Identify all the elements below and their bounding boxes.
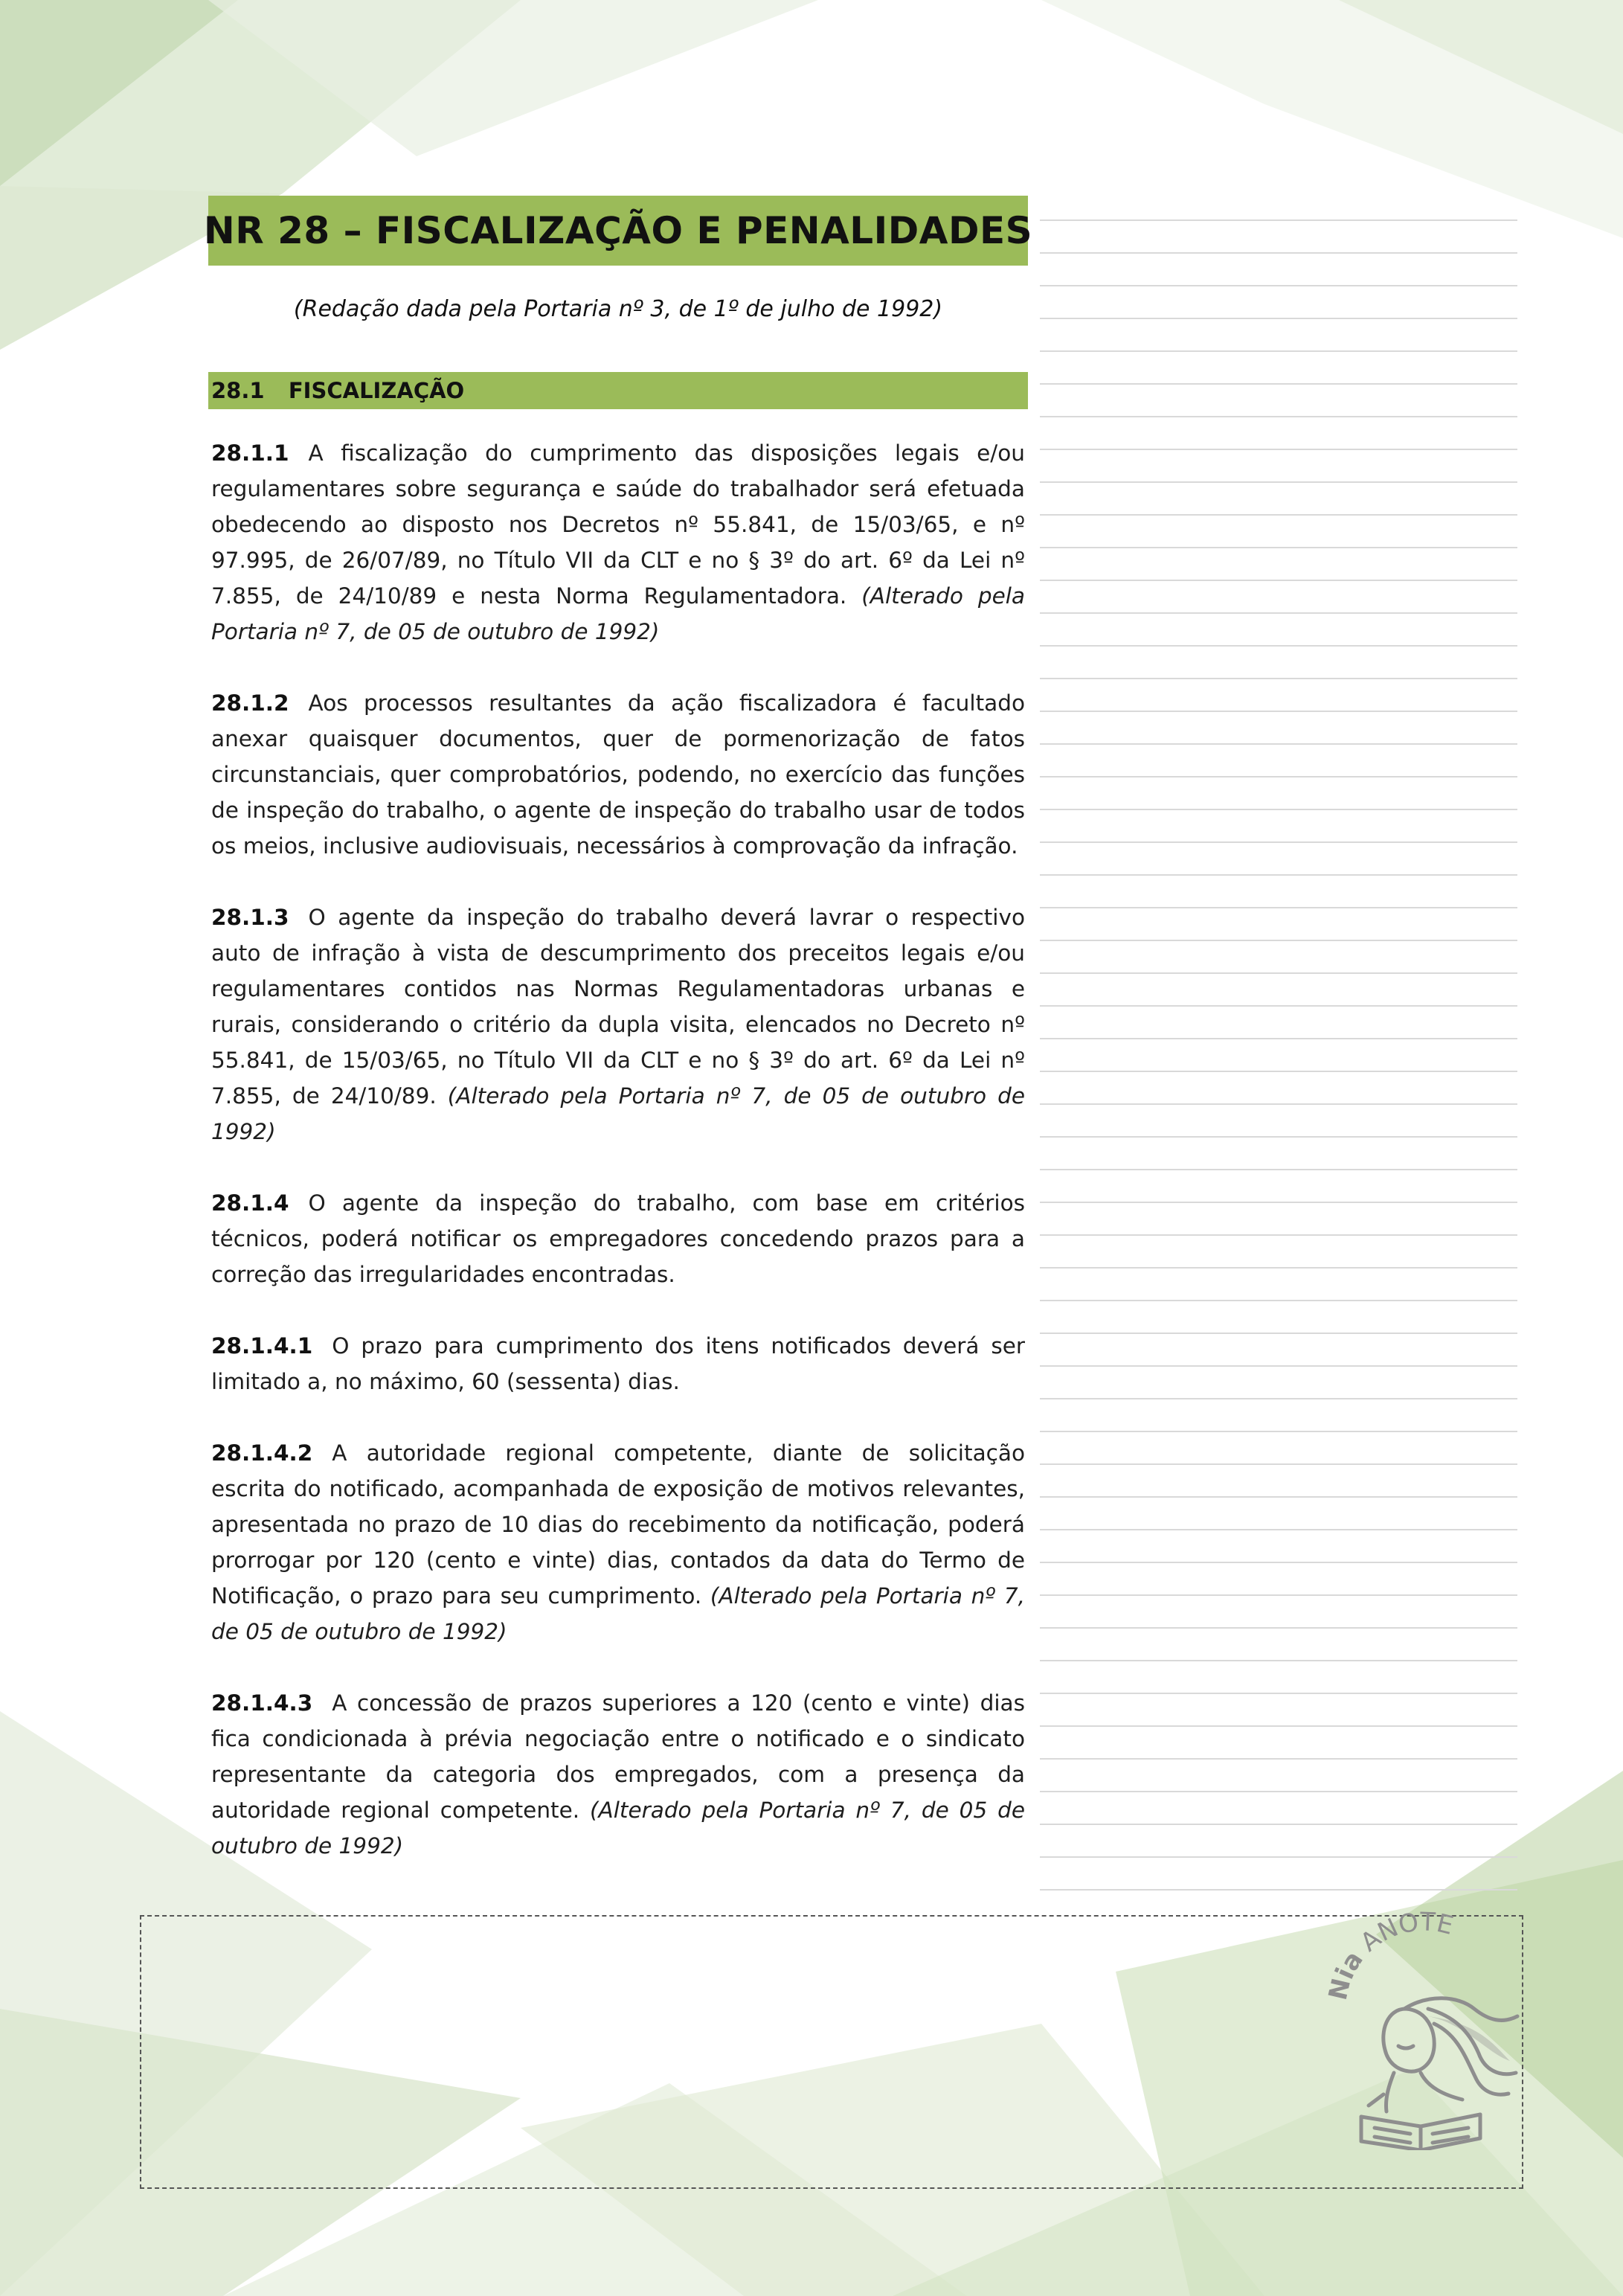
paragraph xyxy=(211,900,1025,1149)
ruled-line xyxy=(1040,1267,1517,1269)
ruled-line xyxy=(1040,219,1517,221)
ruled-line xyxy=(1040,809,1517,810)
ruled-line xyxy=(1040,972,1517,974)
ruled-line xyxy=(1040,252,1517,254)
paragraph-text: O agente da inspeção do trabalho deverá lavrar o respectivo auto de infração à vista de descumprimento dos preceitos legais e/ou regulamentares contidos nas Normas Regulamentadoras urbanas e rurais, considerando o critério da dupla visita, elencados no Decreto nº 55.841, de 15/03/65, no Título VII da CLT e no § 3º do art. 6º da Lei nº 7.855, de 24/10/89. xyxy=(211,905,1025,1109)
ruled-line xyxy=(1040,940,1517,941)
paragraph-text: A concessão de prazos superiores a 120 (cento e vinte) dias fica condicionada à prévia negociação entre o notificado e o sindicato representante da categoria dos empregados, com a presença da autoridade regional competente. xyxy=(211,1690,1025,1823)
ruled-line xyxy=(1040,547,1517,548)
paragraph-number: 28.1.3 xyxy=(211,905,289,930)
ruled-line xyxy=(1040,514,1517,516)
paragraph xyxy=(211,1328,1025,1399)
ruled-line xyxy=(1040,1725,1517,1727)
title-bar xyxy=(203,196,1033,266)
ruled-line xyxy=(1040,285,1517,286)
paragraph-text: O prazo para cumprimento dos itens notificados deverá ser limitado a, no máximo, 60 (sessenta) dias. xyxy=(211,1333,1025,1394)
paragraph-text: A fiscalização do cumprimento das disposições legais e/ou regulamentares sobre segurança e saúde do trabalhador será efetuada obedecendo ao disposto nos Decretos nº 55.841, de 15/03/65, e nº 97.995, de 26/07/89, no Título VII da CLT e no § 3º do art. 6º da Lei nº 7.855, de 24/10/89 e nesta Norma Regulamentadora. xyxy=(211,440,1025,609)
logo-text-prefix: Nia xyxy=(1322,1946,1369,2004)
paragraph xyxy=(211,435,1025,650)
ruled-line xyxy=(1040,874,1517,876)
ruled-line xyxy=(1040,612,1517,614)
section-heading-bar xyxy=(208,372,1028,409)
ruled-line xyxy=(1040,416,1517,417)
ruled-line xyxy=(1040,1398,1517,1399)
ruled-line xyxy=(1040,1660,1517,1661)
ruled-line xyxy=(1040,1856,1517,1858)
paragraph xyxy=(211,1685,1025,1864)
paragraph-number: 28.1.1 xyxy=(211,440,289,466)
page-title: NR 28 – FISCALIZAÇÃO E PENALIDADES xyxy=(203,209,1033,252)
ruled-line xyxy=(1040,318,1517,319)
amendment-note: (Alterado pela Portaria nº 7, de 05 de outubro de 1992) xyxy=(211,1798,1025,1859)
paragraph-text: Aos processos resultantes da ação fiscalizadora é facultado anexar quaisquer documentos, quer de pormenorização de fatos circunstanciais, quer comprobatórios, podendo, no exercício das funções de inspeção do trabalho, o agente de inspeção do trabalho usar de todos os meios, inclusive audiovisuais, necessários à comprovação da infração. xyxy=(211,690,1025,859)
ruled-line xyxy=(1040,1202,1517,1203)
ruled-line xyxy=(1040,1300,1517,1301)
page-subtitle: (Redação dada pela Portaria nº 3, de 1º de julho de 1992) xyxy=(293,296,943,322)
ruled-line xyxy=(1040,1693,1517,1694)
ruled-line xyxy=(1040,1333,1517,1334)
ruled-line xyxy=(1040,1562,1517,1563)
svg-text:Nia ANOTE xyxy=(1323,1907,1456,2003)
ruled-line xyxy=(1040,1496,1517,1498)
ruled-line xyxy=(1040,1234,1517,1236)
ruled-line xyxy=(1040,776,1517,777)
paragraph-number: 28.1.4 xyxy=(211,1190,289,1216)
paragraph-number: 28.1.4.3 xyxy=(211,1690,313,1716)
ruled-line xyxy=(1040,580,1517,581)
ruled-line xyxy=(1040,481,1517,483)
section-number: 28.1 xyxy=(211,378,265,403)
paragraph xyxy=(211,1435,1025,1649)
paragraph-text: O agente da inspeção do trabalho, com base em critérios técnicos, poderá notificar os empregadores concedendo prazos para a correção das irregularidades encontradas. xyxy=(211,1190,1025,1287)
ruled-line xyxy=(1040,350,1517,352)
nia-anote-logo xyxy=(1317,1905,1525,2150)
ruled-line xyxy=(1040,1431,1517,1432)
ruled-line xyxy=(1040,1594,1517,1596)
notes-box[interactable] xyxy=(140,1915,1523,2189)
ruled-line xyxy=(1040,1889,1517,1891)
ruled-line xyxy=(1040,1627,1517,1629)
logo-text-main: ANOTE xyxy=(1354,1907,1456,1958)
notes-ruled-lines xyxy=(1040,0,1517,1905)
ruled-line xyxy=(1040,907,1517,908)
ruled-line xyxy=(1040,743,1517,745)
woman-reading-icon xyxy=(1361,1998,1517,2150)
ruled-line xyxy=(1040,1529,1517,1530)
section-heading xyxy=(208,378,464,403)
ruled-line xyxy=(1040,1136,1517,1138)
ruled-line xyxy=(1040,841,1517,843)
ruled-line xyxy=(1040,1103,1517,1105)
paragraph-number: 28.1.2 xyxy=(211,690,289,716)
amendment-note: (Alterado pela Portaria nº 7, de 05 de outubro de 1992) xyxy=(211,583,1025,644)
paragraph xyxy=(211,685,1025,864)
ruled-line xyxy=(1040,1169,1517,1170)
ruled-line xyxy=(1040,1038,1517,1039)
ruled-line xyxy=(1040,449,1517,450)
ruled-line xyxy=(1040,1824,1517,1825)
ruled-line xyxy=(1040,1463,1517,1465)
ruled-line xyxy=(1040,1005,1517,1007)
ruled-line xyxy=(1040,1365,1517,1367)
ruled-line xyxy=(1040,645,1517,647)
amendment-note: (Alterado pela Portaria nº 7, de 05 de outubro de 1992) xyxy=(211,1083,1025,1144)
ruled-line xyxy=(1040,1791,1517,1792)
paragraph-number: 28.1.4.1 xyxy=(211,1333,313,1359)
paragraph-text: A autoridade regional competente, diante de solicitação escrita do notificado, acompanhada de exposição de motivos relevantes, apresentada no prazo de 10 dias do recebimento da notificação, poderá prorrogar por 120 (cento e vinte) dias, contados da data do Termo de Notificação, o prazo para seu cumprimento. xyxy=(211,1440,1025,1609)
ruled-line xyxy=(1040,678,1517,679)
ruled-line xyxy=(1040,711,1517,712)
ruled-line xyxy=(1040,383,1517,385)
document-body xyxy=(211,435,1025,1899)
amendment-note: (Alterado pela Portaria nº 7, de 05 de outubro de 1992) xyxy=(211,1583,1025,1644)
section-title: FISCALIZAÇÃO xyxy=(288,378,465,403)
paragraph-number: 28.1.4.2 xyxy=(211,1440,313,1466)
ruled-line xyxy=(1040,1071,1517,1072)
paragraph xyxy=(211,1185,1025,1292)
ruled-line xyxy=(1040,1758,1517,1760)
